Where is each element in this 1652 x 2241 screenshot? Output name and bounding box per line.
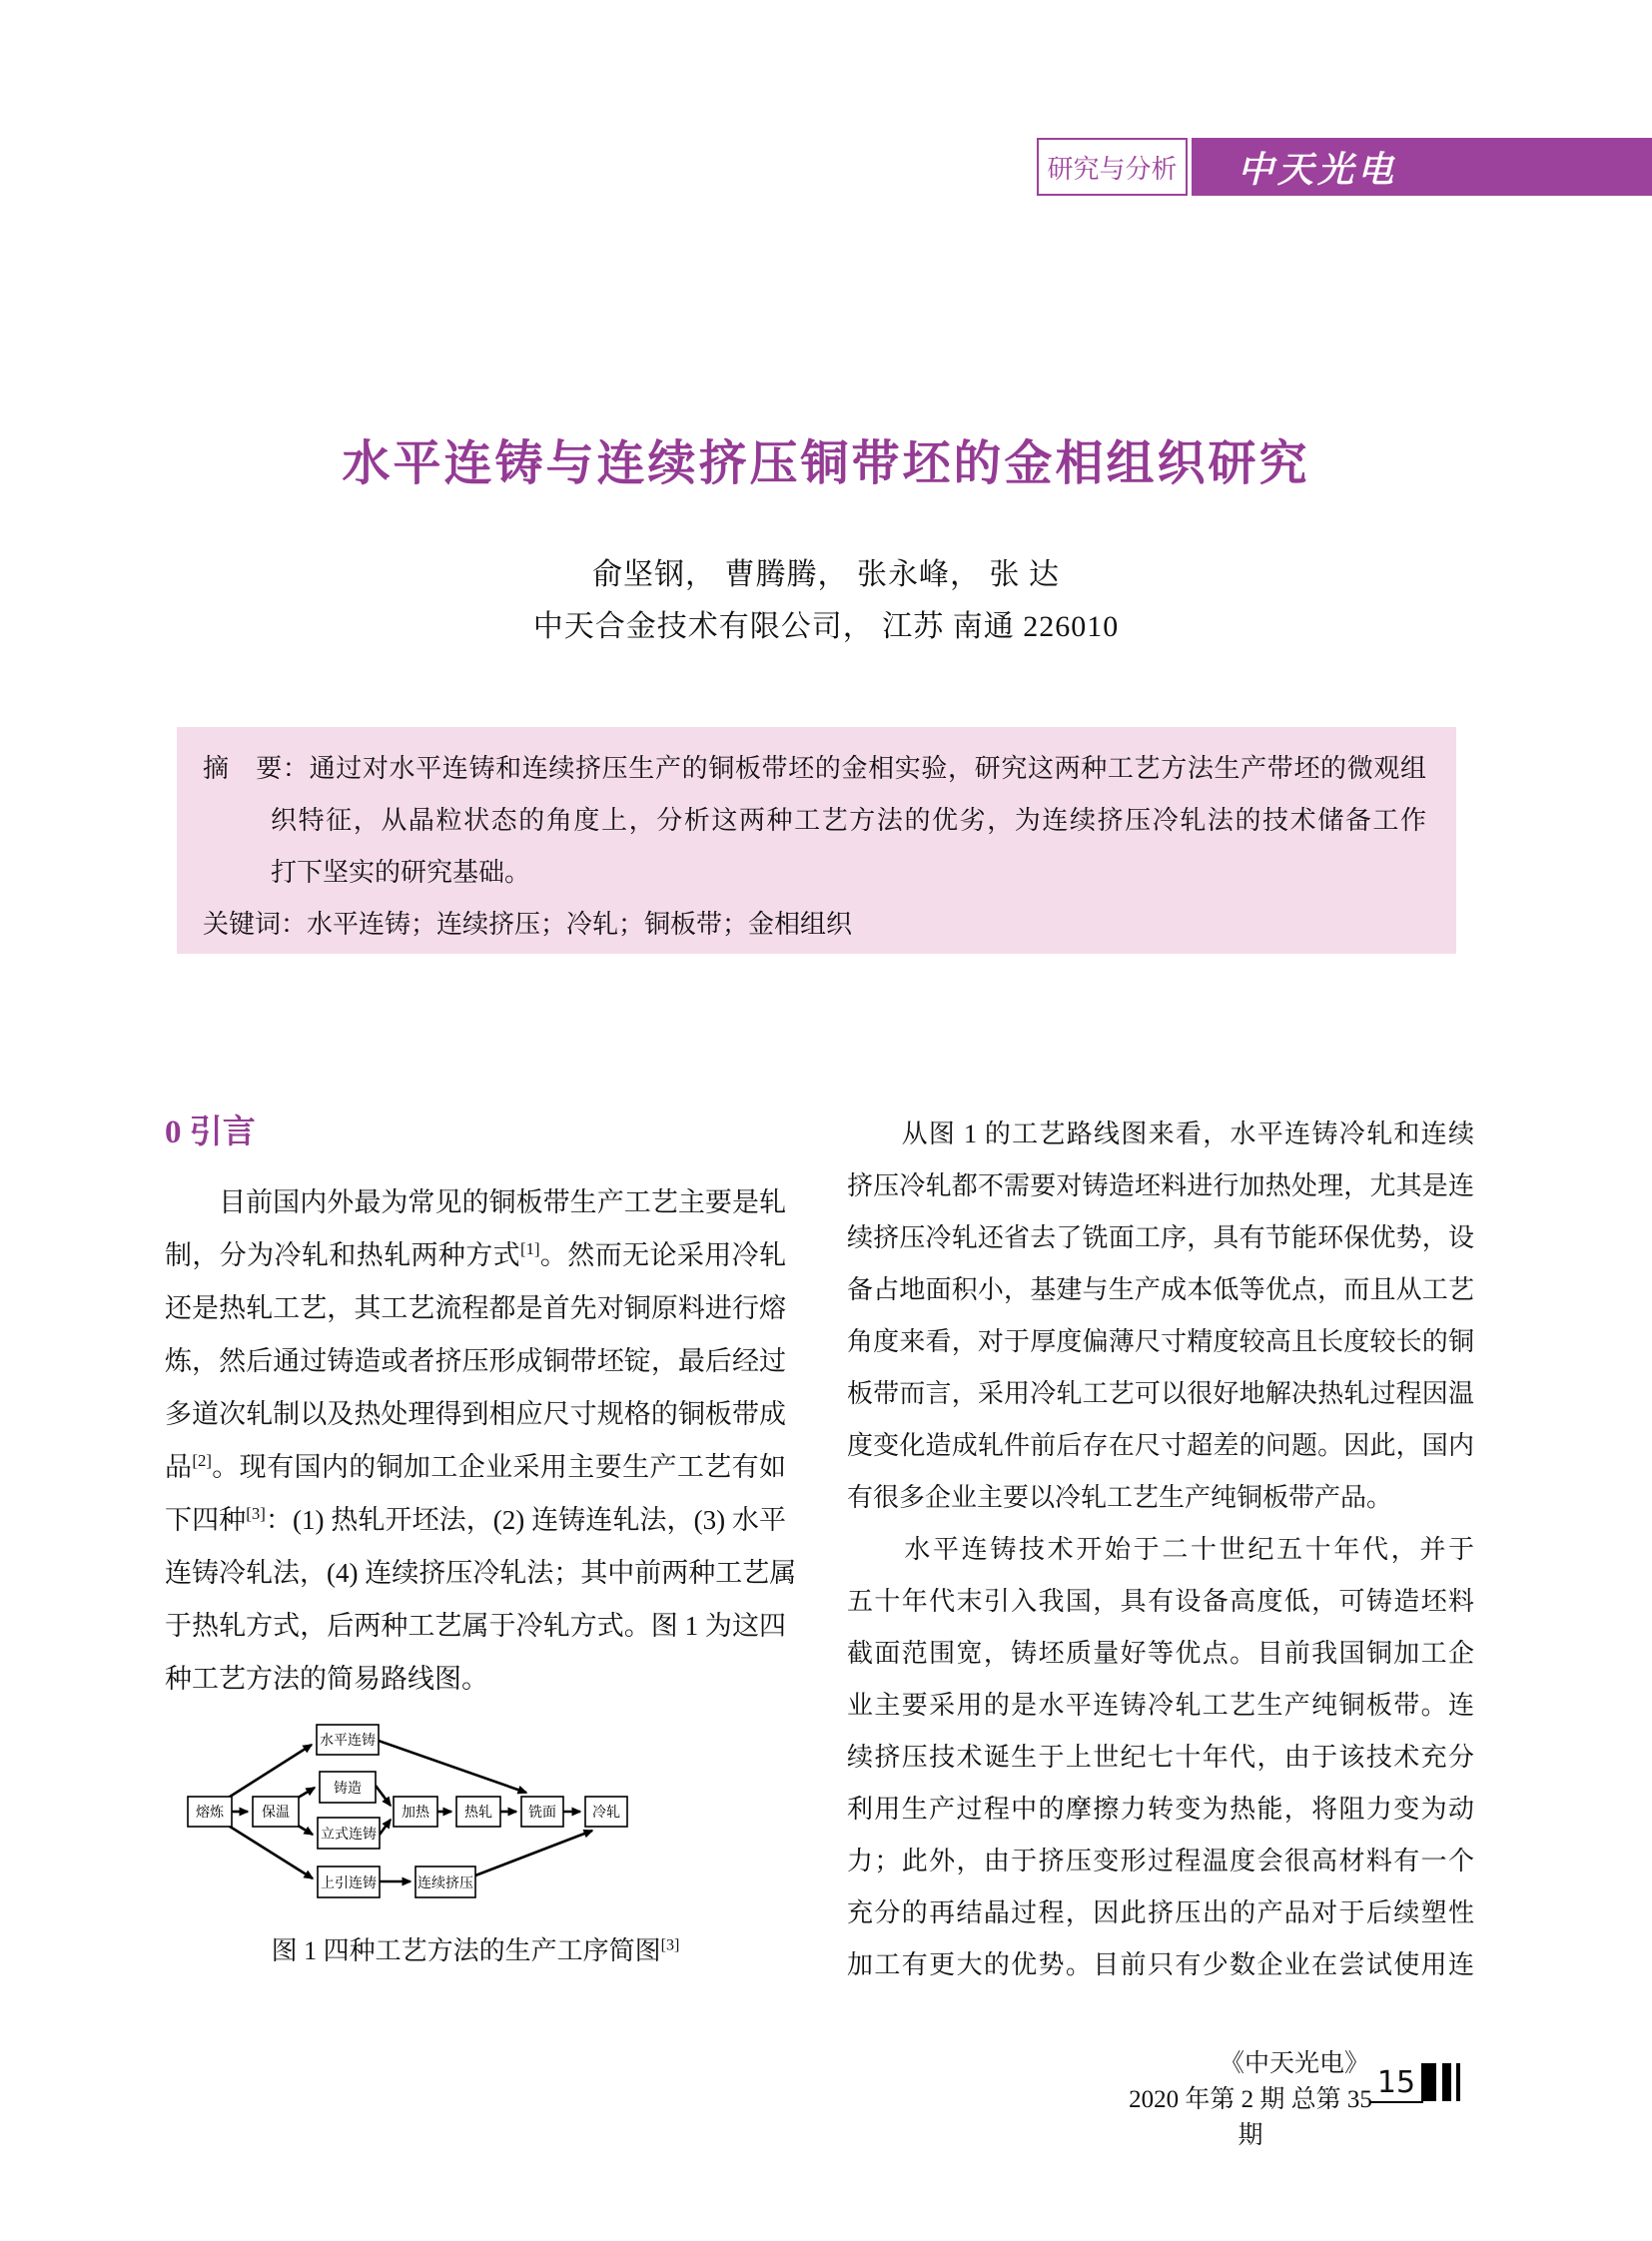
arrow-casting-heating [376, 1786, 391, 1806]
process-flowchart-figure [165, 1720, 809, 1904]
flowchart-node-heating [394, 1797, 437, 1827]
flowchart-node-hot-rolling-label: 热轧 [464, 1806, 492, 1822]
flowchart-node-melt [188, 1797, 232, 1827]
page-number: 15 [1369, 2065, 1423, 2103]
body-line: 连铸冷轧法，(4) 连续挤压冷轧法；其中前两种工艺属 [165, 1558, 797, 1588]
flowchart-node-vertical-casting [318, 1818, 380, 1849]
body-line: 备占地面积小，基建与生产成本低等优点，而且从工艺 [847, 1275, 1474, 1304]
flowchart-node-horizontal-casting-label: 水平连铸 [320, 1734, 376, 1750]
abstract-line: 摘 要：通过对水平连铸和连续挤压生产的铜板带坯的金相实验，研究这两种工艺方法生产带坯的微观组 [203, 754, 1426, 783]
left-column [165, 1111, 797, 1967]
body-line: 力；此外，由于挤压变形过程温度会很高材料有一个 [847, 1847, 1474, 1875]
body-line: 于热轧方式，后两种工艺属于冷轧方式。图 1 为这四 [165, 1611, 786, 1641]
flowchart-node-continuous-extrusion-label: 连续挤压 [417, 1876, 473, 1892]
barcode-bar [1456, 2063, 1460, 2101]
barcode-bar [1421, 2063, 1436, 2101]
body-line: 还是热轧工艺，其工艺流程都是首先对铜原料进行熔 [165, 1293, 786, 1323]
flowchart-node-melt-label: 熔炼 [196, 1806, 224, 1822]
body-line: 续挤压冷轧还省去了铣面工序，具有节能环保优势，设 [847, 1223, 1474, 1252]
body-line: 截面范围宽，铸坯质量好等优点。目前我国铜加工企 [847, 1639, 1474, 1668]
arrow-vertical-casting-heating [380, 1820, 391, 1835]
body-line: 加工有更大的优势。目前只有少数企业在尝试使用连 [847, 1950, 1474, 1979]
body-line: 下四种[3]：(1) 热轧开坯法，(2) 连铸连轧法，(3) 水平 [165, 1504, 787, 1535]
body-line: 有很多企业主要以冷轧工艺生产纯铜板带产品。 [847, 1483, 1393, 1512]
section-heading-intro: 0 引言 [165, 1115, 256, 1150]
body-line: 角度来看，对于厚度偏薄尺寸精度较高且长度较长的铜 [847, 1327, 1474, 1356]
body-line: 板带而言，采用冷轧工艺可以很好地解决热轧过程因温 [847, 1379, 1474, 1408]
abstract-box [177, 727, 1456, 954]
body-line: 挤压冷轧都不需要对铸造坯料进行加热处理，尤其是连 [847, 1171, 1474, 1200]
section-badge-label: 研究与分析 [1047, 153, 1178, 184]
flowchart-node-casting [320, 1772, 376, 1803]
flowchart-node-upward-casting [318, 1867, 380, 1897]
body-line: 品[2]。现有国内的铜加工企业采用主要生产工艺有如 [165, 1451, 787, 1482]
body-line: 多道次轧制以及热处理得到相应尺寸规格的铜板带成 [165, 1399, 786, 1429]
body-line: 水平连铸技术开始于二十世纪五十年代，并于 [847, 1535, 1474, 1564]
body-line: 业主要采用的是水平连铸冷轧工艺生产纯铜板带。连 [847, 1691, 1474, 1720]
body-line: 炼，然后通过铸造或者挤压形成铜带坯锭，最后经过 [165, 1346, 786, 1376]
body-line: 目前国内外最为常见的铜板带生产工艺主要是轧 [165, 1187, 786, 1217]
keywords-line: 关键词：水平连铸；连续挤压；冷轧；铜板带；金相组织 [203, 910, 853, 939]
affiliation-line: 中天合金技术有限公司， 江苏 南通 226010 [532, 610, 1120, 643]
issue-info: 2020 年第 2 期 总第 35 期 [1129, 2086, 1372, 2149]
header-bar [1192, 138, 1652, 196]
body-line: 制，分为冷轧和热轧两种方式[1]。然而无论采用冷轧 [165, 1239, 787, 1270]
body-line: 充分的再结晶过程，因此挤压出的产品对于后续塑性 [847, 1898, 1474, 1927]
flowchart-node-hold [253, 1797, 299, 1827]
arrow-melt-horizontal-casting [227, 1745, 312, 1799]
right-column [847, 1109, 1474, 1991]
flowchart-node-cold-rolling [585, 1797, 627, 1827]
abstract-line: 织特征，从晶粒状态的角度上，分析这两种工艺方法的优劣，为连续挤压冷轧法的技术储备工作 [271, 806, 1426, 835]
arrow-melt-upward-casting [227, 1825, 313, 1878]
flowchart-node-upward-casting-label: 上引连铸 [321, 1876, 377, 1892]
figure-caption: 图 1 四种工艺方法的生产工序简图[3] [271, 1936, 680, 1965]
journal-name: 《中天光电》 [1219, 2050, 1369, 2077]
body-line: 从图 1 的工艺路线图来看，水平连铸冷轧和连续 [847, 1120, 1474, 1148]
flowchart-node-heating-label: 加热 [402, 1806, 429, 1822]
section-badge [1037, 138, 1188, 196]
barcode-bar [1442, 2063, 1451, 2101]
authors-line: 俞坚钢， 曹腾腾， 张永峰， 张 达 [592, 558, 1060, 591]
arrow-horizontal-casting-milling [379, 1741, 526, 1793]
brand-logo: 中天光电 [1238, 148, 1398, 191]
body-line: 种工艺方法的简易路线图。 [165, 1664, 488, 1694]
flowchart-node-milling [521, 1797, 563, 1827]
arrow-extrusion-cold-rolling [475, 1831, 592, 1875]
flowchart-node-horizontal-casting [317, 1725, 379, 1755]
flowchart-node-continuous-extrusion [415, 1867, 475, 1897]
abstract-line: 打下坚实的研究基础。 [271, 858, 531, 887]
flowchart-node-vertical-casting-label: 立式连铸 [321, 1828, 377, 1844]
flowchart-node-hot-rolling [456, 1797, 500, 1827]
body-line: 度变化造成轧件前后存在尺寸超差的问题。因此，国内 [847, 1431, 1474, 1460]
flowchart-node-milling-label: 铣面 [528, 1806, 556, 1822]
flowchart-node-hold-label: 保温 [262, 1806, 290, 1822]
body-line: 续挤压技术诞生于上世纪七十年代，由于该技术充分 [847, 1743, 1474, 1772]
body-line: 利用生产过程中的摩擦力转变为热能，将阻力变为动 [847, 1795, 1474, 1824]
flowchart-node-casting-label: 铸造 [334, 1782, 362, 1798]
paper-title: 水平连铸与连续挤压铜带坯的金相组织研究 [342, 437, 1310, 490]
body-line: 五十年代末引入我国，具有设备高度低，可铸造坯料 [847, 1587, 1474, 1616]
flowchart-node-cold-rolling-label: 冷轧 [592, 1806, 620, 1822]
